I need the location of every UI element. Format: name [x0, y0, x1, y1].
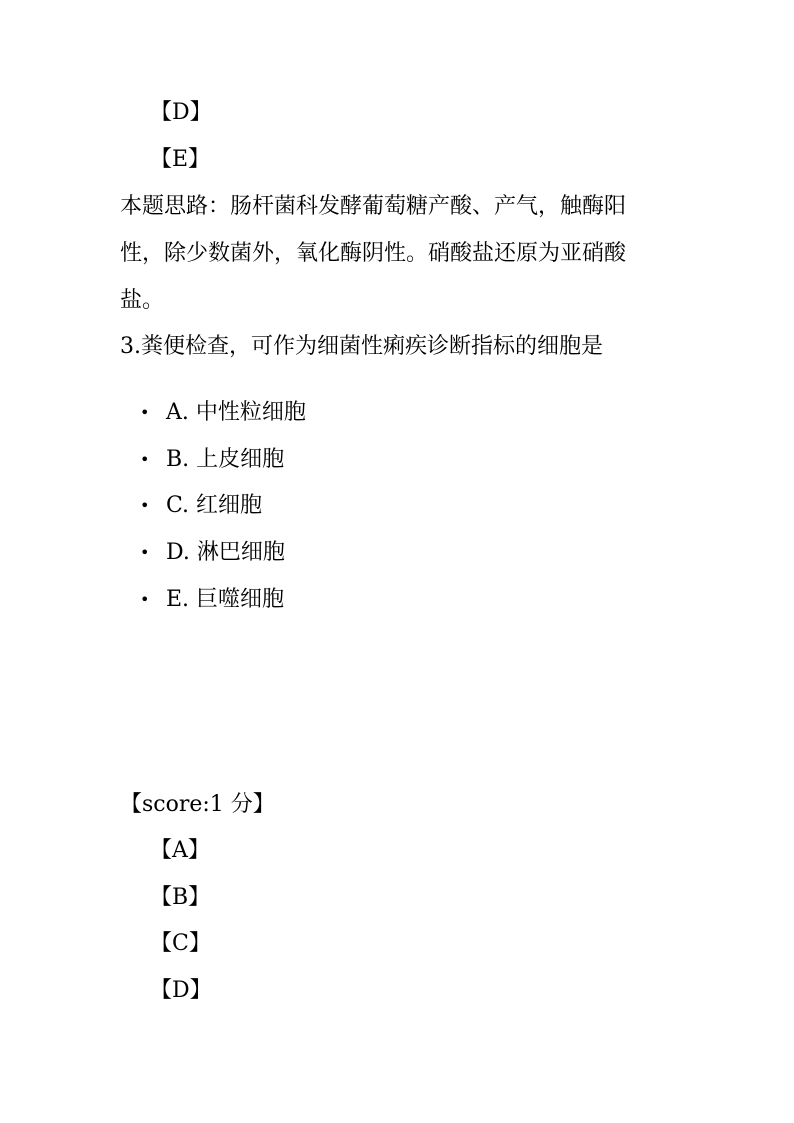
- explanation-line: 本题思路：肠杆菌科发酵葡萄糖产酸、产气，触酶阳: [120, 194, 627, 219]
- answer-mark-c: 【C】: [150, 931, 211, 956]
- option-a: [140, 398, 306, 428]
- score-label: 【score:1 分】: [120, 792, 275, 817]
- option-d: [140, 538, 285, 568]
- answer-mark-d: 【D】: [150, 978, 212, 1003]
- answer-mark-d: 【D】: [150, 100, 212, 125]
- explanation-line: 盐。: [120, 288, 165, 313]
- option-label: E. 巨噬细胞: [166, 587, 285, 612]
- explanation-line: 性，除少数菌外，氧化酶阴性。硝酸盐还原为亚硝酸: [120, 241, 627, 266]
- option-label: C. 红细胞: [166, 493, 263, 518]
- option-c: [140, 491, 262, 521]
- option-label: A. 中性粒细胞: [166, 400, 306, 425]
- answer-mark-a: 【A】: [150, 838, 210, 863]
- option-label: B. 上皮细胞: [166, 447, 285, 472]
- bullet-icon: •: [140, 403, 150, 422]
- answer-mark-e: 【E】: [150, 147, 211, 172]
- bullet-icon: •: [140, 496, 150, 515]
- option-e: [140, 585, 284, 615]
- question-text: 3.粪便检查，可作为细菌性痢疾诊断指标的细胞是: [120, 334, 603, 359]
- option-label: D. 淋巴细胞: [166, 540, 285, 565]
- bullet-icon: •: [140, 450, 150, 469]
- answer-mark-b: 【B】: [150, 885, 211, 910]
- bullet-icon: •: [140, 590, 150, 609]
- bullet-icon: •: [140, 543, 150, 562]
- option-b: [140, 445, 284, 475]
